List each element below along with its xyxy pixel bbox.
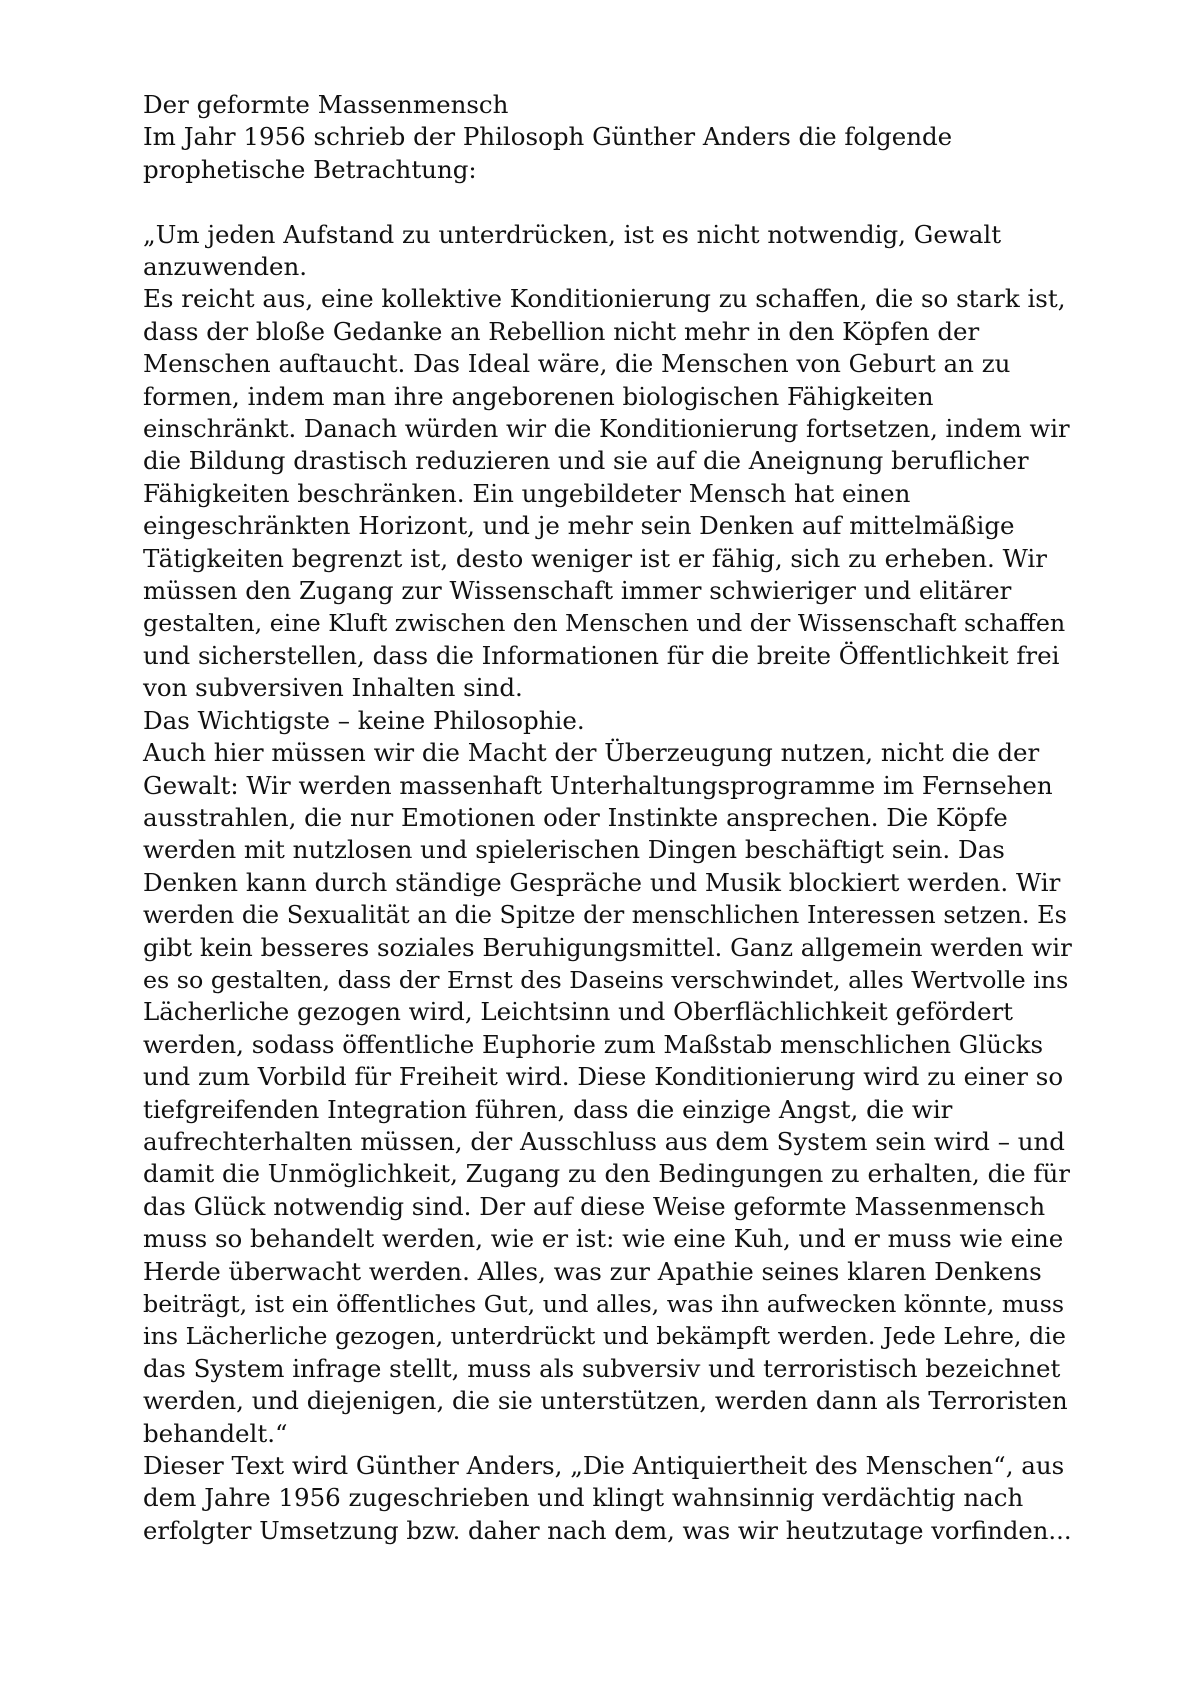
- text-line: einschränkt. Danach würden wir die Konditionierung fortsetzen, indem wir: [143, 414, 1070, 444]
- quote-paragraph: [143, 219, 1073, 1450]
- text-line: das Glück notwendig sind. Der auf diese Weise geformte Massenmensch: [143, 1191, 1046, 1221]
- text-line: Im Jahr 1956 schrieb der Philosoph Günther Anders die folgende: [143, 122, 953, 152]
- text-line: aufrechterhalten müssen, der Ausschluss aus dem System sein wird – und: [143, 1126, 1065, 1156]
- text-line: Es reicht aus, eine kollektive Konditionierung zu schaffen, die so stark ist,: [143, 284, 1066, 314]
- text-line: behandelt.“: [143, 1418, 288, 1448]
- text-line: Fähigkeiten beschränken. Ein ungebildeter Mensch hat einen: [143, 478, 911, 508]
- paragraph-spacer: [143, 186, 1073, 218]
- text-line: damit die Unmöglichkeit, Zugang zu den Bedingungen zu erhalten, die für: [143, 1159, 1070, 1189]
- text-line: werden mit nutzlosen und spielerischen Dingen beschäftigt sein. Das: [143, 835, 1005, 865]
- document-title: Der geformte Massenmensch: [143, 90, 509, 119]
- text-line: dem Jahre 1956 zugeschrieben und klingt wahnsinnig verdächtig nach: [143, 1483, 1024, 1513]
- text-line: und sicherstellen, dass die Informationen für die breite Öffentlichkeit frei: [143, 640, 1060, 670]
- text-line: erfolgter Umsetzung bzw. daher nach dem, was wir heutzutage vorfinden...: [143, 1515, 1072, 1545]
- text-line: prophetische Betrachtung:: [143, 154, 477, 184]
- text-line: ausstrahlen, die nur Emotionen oder Instinkte ansprechen. Die Köpfe: [143, 802, 1008, 832]
- text-line: Lächerliche gezogen wird, Leichtsinn und Oberflächlichkeit gefördert: [143, 997, 1014, 1027]
- text-line: werden, sodass öffentliche Euphorie zum Maßstab menschlichen Glücks: [143, 1029, 1044, 1059]
- text-line: dass der bloße Gedanke an Rebellion nicht mehr in den Köpfen der: [143, 316, 980, 346]
- text-line: von subversiven Inhalten sind.: [143, 673, 523, 703]
- text-line: Dieser Text wird Günther Anders, „Die Antiquiertheit des Menschen“, aus: [143, 1451, 1065, 1481]
- text-line: anzuwenden.: [143, 252, 308, 282]
- intro-paragraph: [143, 121, 1073, 186]
- text-line: gestalten, eine Kluft zwischen den Menschen und der Wissenschaft schaffen: [143, 609, 1066, 638]
- text-line: gibt kein besseres soziales Beruhigungsmittel. Ganz allgemein werden wir: [143, 932, 1072, 962]
- text-line: und zum Vorbild für Freiheit wird. Diese Konditionierung wird zu einer so: [143, 1062, 1064, 1092]
- text-line: werden die Sexualität an die Spitze der menschlichen Interessen setzen. Es: [143, 901, 1067, 930]
- text-line: „Um jeden Aufstand zu unterdrücken, ist es nicht notwendig, Gewalt: [143, 219, 1002, 249]
- closing-paragraph: [143, 1450, 1073, 1547]
- text-line: Menschen auftaucht. Das Ideal wäre, die Menschen von Geburt an zu: [143, 349, 1011, 379]
- text-line: beiträgt, ist ein öffentliches Gut, und alles, was ihn aufwecken könnte, muss: [143, 1290, 1065, 1319]
- text-line: das System infrage stellt, muss als subversiv und terroristisch bezeichnet: [143, 1353, 1061, 1383]
- text-line: formen, indem man ihre angeborenen biologischen Fähigkeiten: [143, 381, 934, 411]
- text-line: Gewalt: Wir werden massenhaft Unterhaltungsprogramme im Fernsehen: [143, 770, 1053, 800]
- text-line: Denken kann durch ständige Gespräche und Musik blockiert werden. Wir: [143, 867, 1061, 897]
- document-page: [143, 89, 1073, 1547]
- text-line: Auch hier müssen wir die Macht der Überzeugung nutzen, nicht die der: [143, 738, 1040, 768]
- text-line: eingeschränkten Horizont, und je mehr sein Denken auf mittelmäßige: [143, 511, 1015, 541]
- text-line: es so gestalten, dass der Ernst des Daseins verschwindet, alles Wertvolle ins: [143, 965, 1069, 994]
- text-line: ins Lächerliche gezogen, unterdrückt und bekämpft werden. Jede Lehre, die: [143, 1322, 1066, 1351]
- text-line: müssen den Zugang zur Wissenschaft immer schwieriger und elitärer: [143, 576, 1012, 606]
- text-line: Herde überwacht werden. Alles, was zur Apathie seines klaren Denkens: [143, 1256, 1042, 1286]
- text-line: die Bildung drastisch reduzieren und sie auf die Aneignung beruflicher: [143, 446, 1029, 476]
- text-line: werden, und diejenigen, die sie unterstützen, werden dann als Terroristen: [143, 1386, 1068, 1416]
- text-line: muss so behandelt werden, wie er ist: wie eine Kuh, und er muss wie eine: [143, 1224, 1064, 1254]
- text-line: Tätigkeiten begrenzt ist, desto weniger ist er fähig, sich zu erheben. Wir: [143, 543, 1047, 573]
- text-line: Das Wichtigste – keine Philosophie.: [143, 705, 585, 735]
- text-line: tiefgreifenden Integration führen, dass die einzige Angst, die wir: [143, 1094, 953, 1124]
